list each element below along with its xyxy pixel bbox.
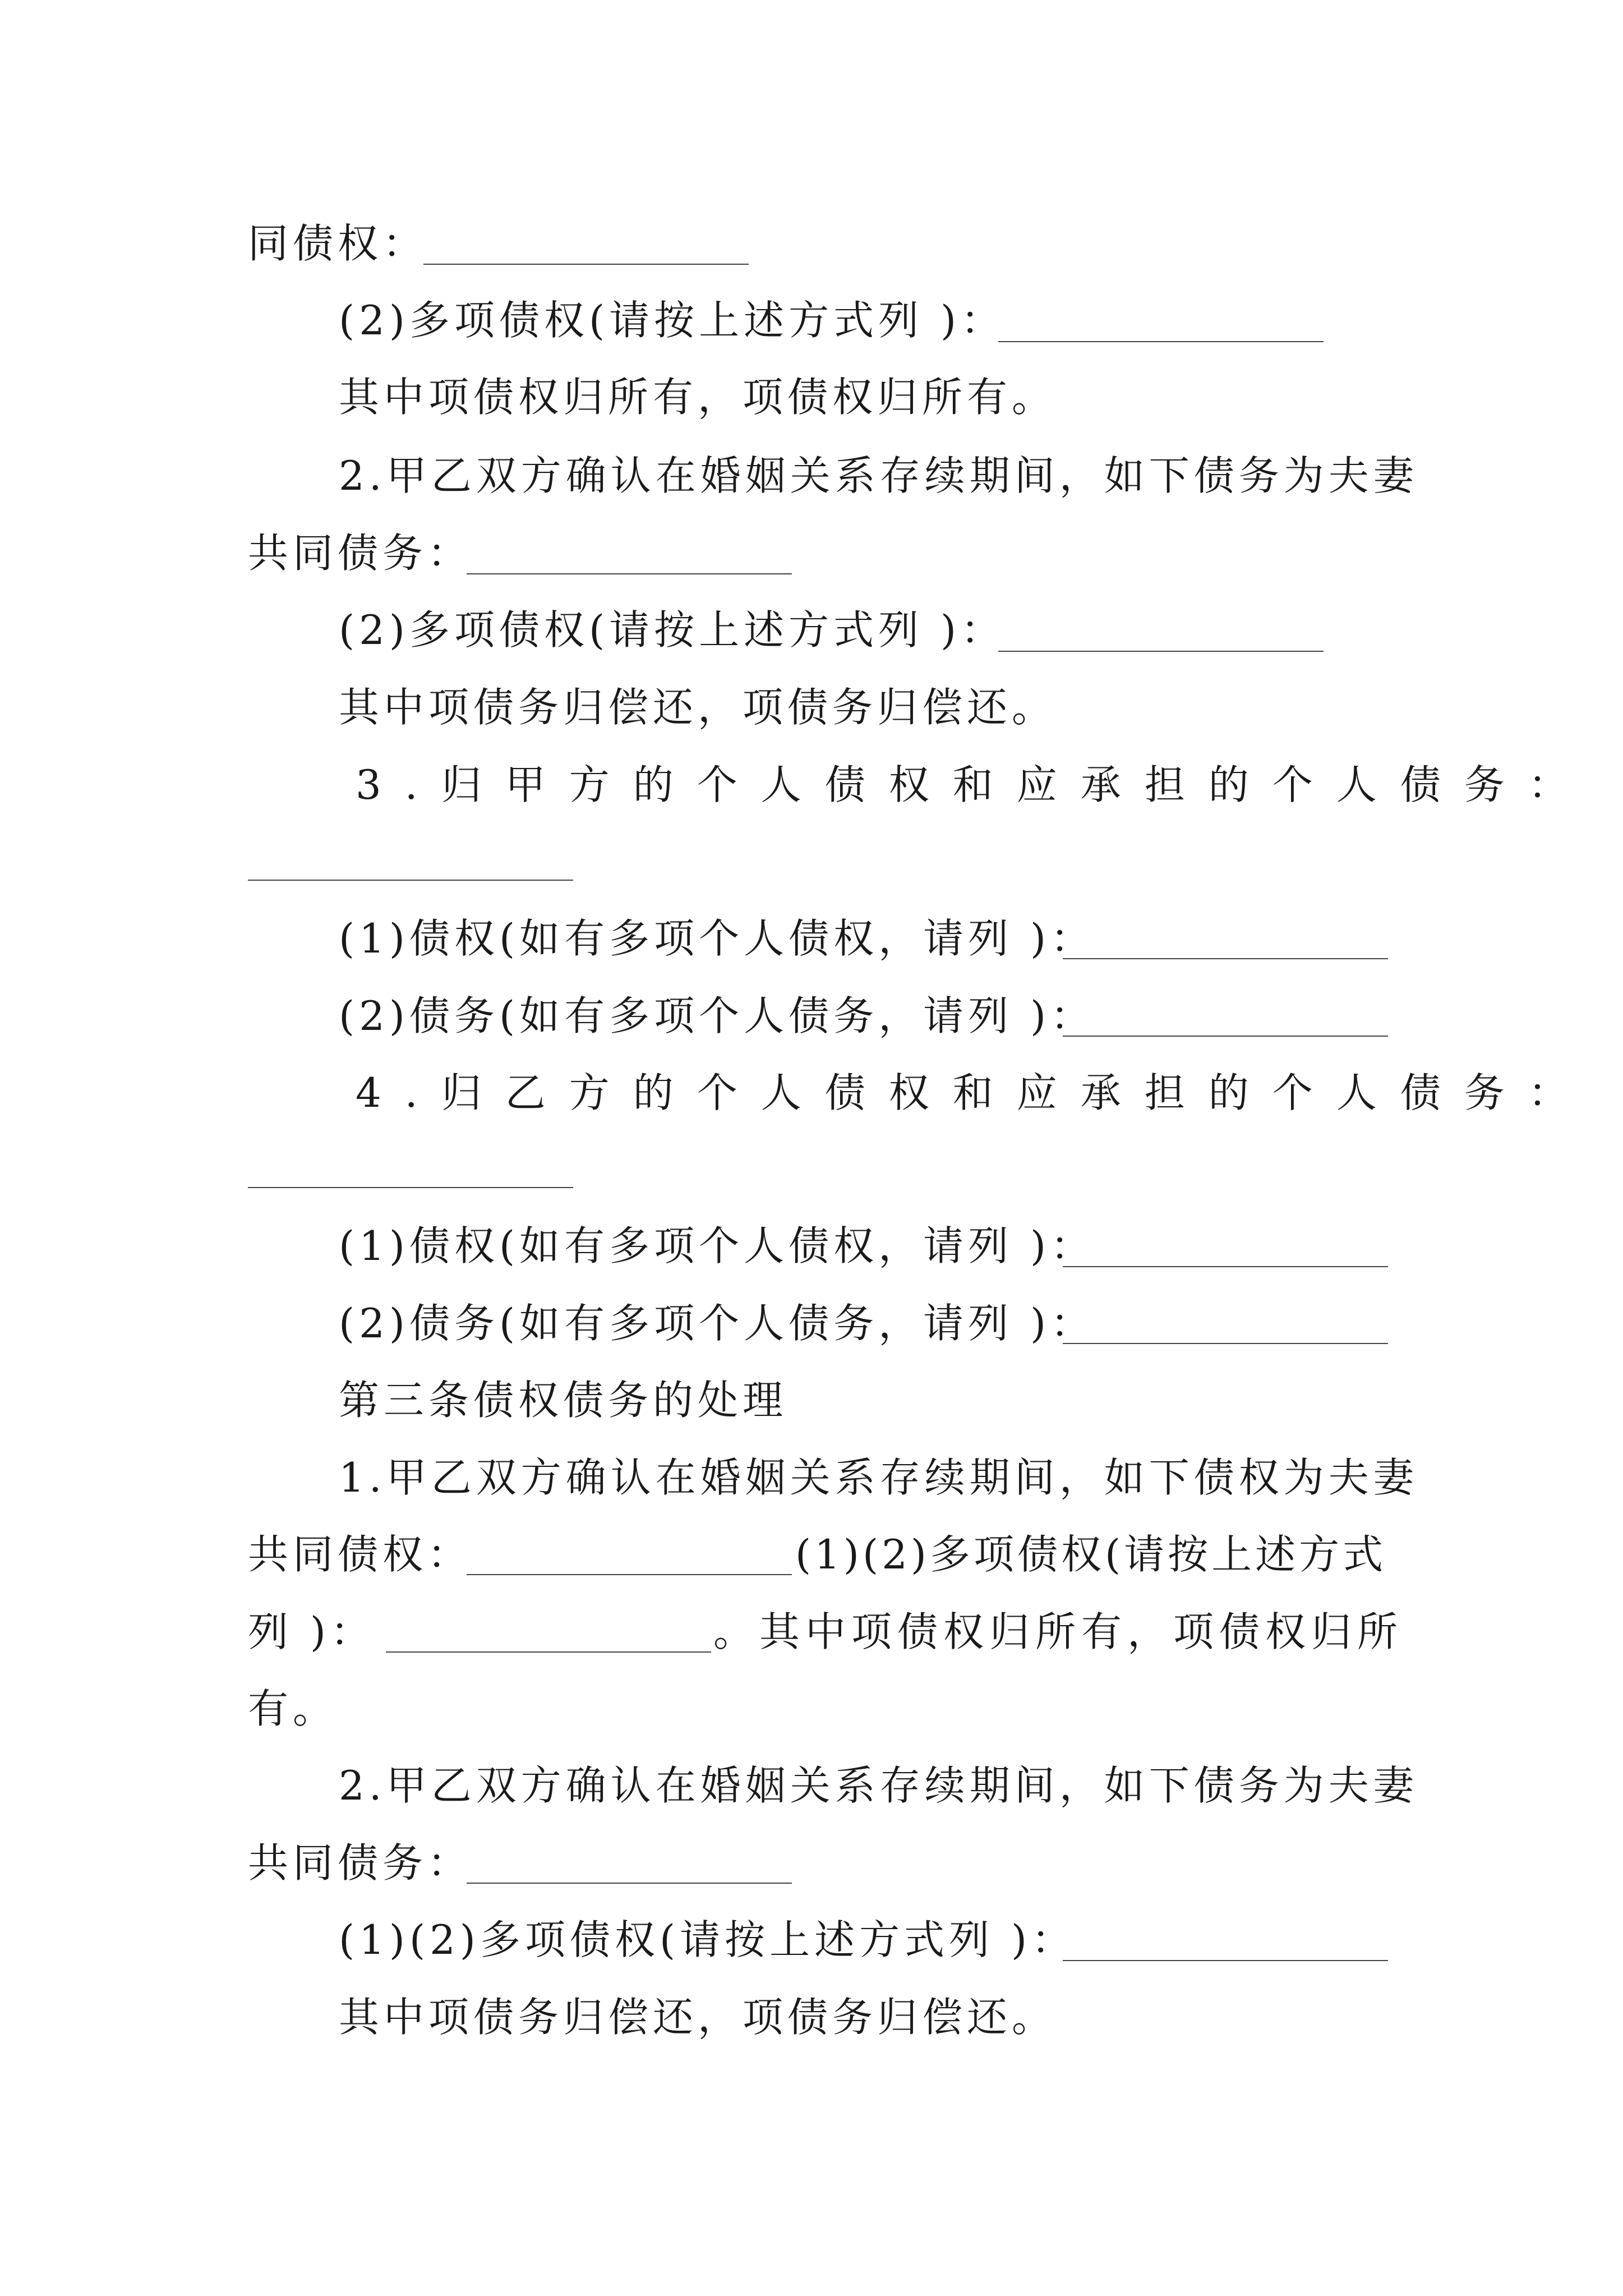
fill-blank: [467, 1574, 792, 1575]
text-line: 。其中项债权归所有，项债权归所: [713, 1608, 1404, 1655]
fill-blank: [1063, 1266, 1388, 1267]
text-line: 共同债务：: [248, 1839, 473, 1887]
text-line: 共同债权：: [248, 1531, 473, 1578]
text-line: 1.甲乙双方确认在婚姻关系存续期间，如下债权为夫妻: [339, 1454, 1418, 1501]
fill-blank: [998, 651, 1324, 652]
text-line: 列 )：: [248, 1608, 375, 1655]
text-line: (2)多项债权(请按上述方式列 )：: [339, 297, 1006, 344]
text-line: 4.归乙方的个人债权和应承担的个人债务：: [356, 1069, 1592, 1116]
text-line: 其中项债权归所有，项债权归所有。: [339, 374, 1057, 421]
text-line: (1)(2)多项债权(请按上述方式列 )：: [339, 1916, 1077, 1963]
text-line: (2)债务(如有多项个人债务，请列 )：: [339, 1300, 1096, 1347]
fill-blank: [467, 1883, 792, 1884]
text-line: 有。: [248, 1685, 338, 1732]
text-line: 共同债务：: [248, 530, 473, 577]
text-line: (1)债权(如有多项个人债权，请列 )：: [339, 1222, 1096, 1269]
fill-blank: [248, 880, 573, 881]
fill-blank: [1063, 1343, 1388, 1344]
text-line: 同债权：: [248, 220, 428, 267]
text-line: 2.甲乙双方确认在婚姻关系存续期间，如下债务为夫妻: [339, 452, 1418, 499]
fill-blank: [1063, 1036, 1388, 1037]
text-line: (2)债务(如有多项个人债务，请列 )：: [339, 992, 1096, 1039]
fill-blank: [467, 573, 792, 574]
text-line: 2.甲乙双方确认在婚姻关系存续期间，如下债务为夫妻: [339, 1762, 1418, 1809]
text-line: (2)多项债权(请按上述方式列 )：: [339, 606, 1006, 654]
fill-blank: [248, 1187, 573, 1188]
text-line: 其中项债务归偿还，项债务归偿还。: [339, 684, 1057, 731]
fill-blank: [1063, 1960, 1388, 1961]
text-line: (1)(2)多项债权(请按上述方式: [795, 1531, 1387, 1578]
text-line: (1)债权(如有多项个人债权，请列 )：: [339, 915, 1096, 962]
fill-blank: [423, 264, 749, 265]
fill-blank: [1063, 958, 1388, 959]
text-line: 其中项债务归偿还，项债务归偿还。: [339, 1994, 1057, 2041]
fill-blank: [386, 1651, 711, 1653]
section-heading: 第三条债权债务的处理: [339, 1377, 788, 1424]
text-line: 3.归甲方的个人债权和应承担的个人债务：: [356, 761, 1592, 808]
fill-blank: [998, 341, 1324, 342]
